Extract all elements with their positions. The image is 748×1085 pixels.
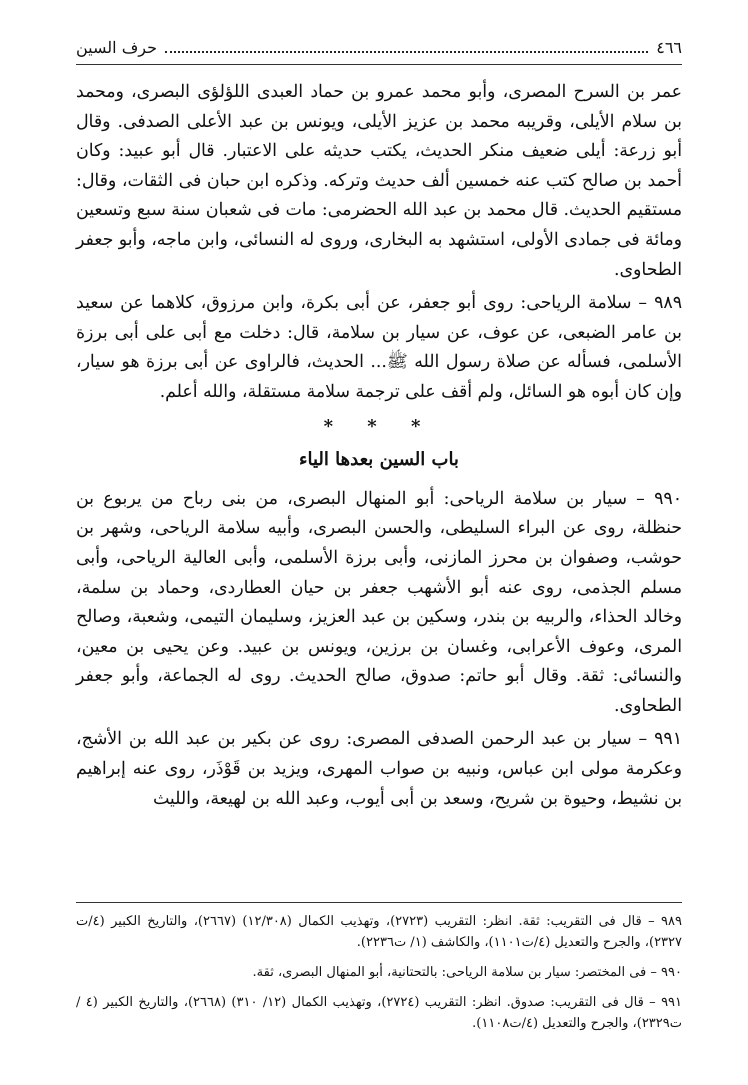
main-text [76,78,682,818]
footnote-991: ٩٩١ – قال فى التقريب: صدوق. انظر: التقريب (٢٧٢٤)، وتهذيب الكمال (١٢/ ٣١٠) (٢٦٦٨)، والتاريخ الكبير (٤ /ت٢٣٢٩)، والجرح والتعديل (٤/ت١١٠٨). [76,995,683,1031]
running-header [76,34,682,60]
header-dot-leader [165,41,648,53]
page-number: ٤٦٦ [656,37,682,57]
paragraph-continuation: عمر بن السرح المصرى، وأبو محمد عمرو بن حماد العبدى اللؤلؤى البصرى، ومحمد بن سلام الأيلى، وقريبه محمد بن عزيز الأيلى، ويونس بن عبد الأعلى الصدفى. وقال أبو زرعة: أيلى ضعيف منكر الحديث، يكتب حديثه على الاعتبار. قال أبو عبيد: وكان أحمد بن صالح كتب عنه خمسين ألف حديث وتركه. وذكره ابن حبان فى الثقات، وقال: مستقيم الحديث. قال محمد بن عبد الله الحضرمى: مات فى شعبان سنة سبع وتسعين ومائة فى جمادى الأولى، استشهد به البخارى، وروى له النسائى، وابن ماجه، وأبو جعفر الطحاوى. [76,82,682,280]
footnote-990: ٩٩٠ – فى المختصر: سيار بن سلامة الرياحى: بالتحتانية، أبو المنهال البصرى، ثقة. [252,965,682,980]
footnote-989: ٩٨٩ – قال فى التقريب: ثقة. انظر: التقريب (٢٧٢٣)، وتهذيب الكمال (١٢/٣٠٨) (٢٦٦٧)، والتاريخ الكبير (٤/ت ٢٣٢٧)، والجرح والتعديل (٤/ت١١٠١)، والكاشف (١/ ت٢٢٣٦). [76,914,682,950]
header-rule [76,64,682,65]
entry-989: ٩٨٩ – سلامة الرياحى: روى أبو جعفر، عن أبى بكرة، وابن مرزوق، كلاهما عن سعيد بن عامر الضبعى، عن عوف، عن سيار بن سلامة، قال: دخلت مع أبى على أبى برزة الأسلمى، فسأله عن صلاة رسول الله ﷺ... الحديث، فالراوى عن أبى برزة هو سيار، وإن كان أبوه هو السائل، ولم أقف على ترجمة سلامة مستقلة، والله أعلم. [76,293,682,402]
entry-991: ٩٩١ – سيار بن عبد الرحمن الصدفى المصرى: روى عن بكير بن عبد الله بن الأشج، وعكرمة مولى ابن عباس، ونبيه بن صواب المهرى، ويزيد بن قَوْذَر، روى عنه إبراهيم بن نشيط، وحيوة بن شريح، وسعد بن أبى أيوب، وعبد الله بن لهيعة، والليث [76,729,682,809]
entry-990: ٩٩٠ – سيار بن سلامة الرياحى: أبو المنهال البصرى، من بنى رباح من يربوع بن حنظلة، روى عن البراء السليطى، والحسن البصرى، وأبيه سلامة الرياحى، وشهر بن حوشب، وصفوان بن محرز المازنى، وأبى برزة الأسلمى، وأبى العالية الرياحى، وأبى مسلم الجذمى، روى عنه أبو الأشهب جعفر بن حيان العطاردى، وحماد بن سلمة، وخالد الحذاء، والربيه بن بندر، وسكين بن عبد العزيز، وسليمان التيمى، وشعبة، وصالح المرى، وعوف الأعرابى، وغسان بن برزين، ويونس بن عبيد. وعن يحيى بن معين، والنسائى: ثقة. وقال أبو حاتم: صدوق، صالح الحديث. روى له الجماعة، وأبو جعفر الطحاوى. [76,488,682,716]
chapter-title: حرف السين [76,37,157,57]
section-heading: باب السين بعدها الياء [299,449,459,471]
section-separator: * * * [323,415,435,437]
footnotes [76,902,682,1043]
